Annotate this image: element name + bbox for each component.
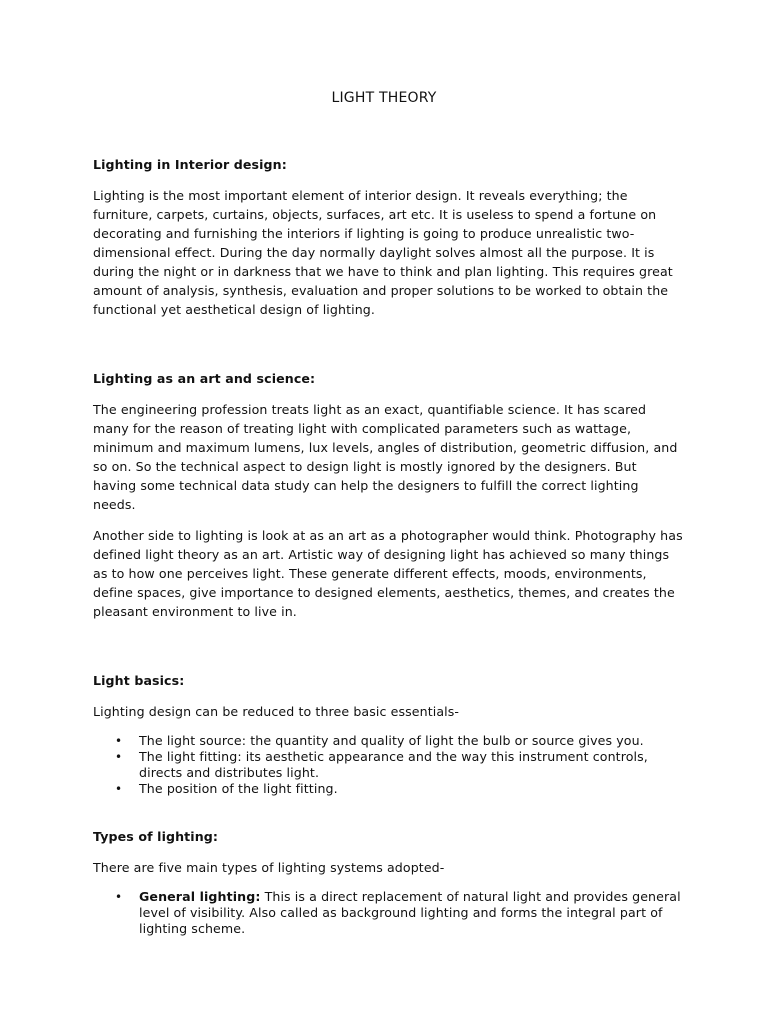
bullet-icon: •	[115, 890, 123, 904]
paragraph-art-and-science-2: Another side to lighting is look at as an art as a photographer would think. Photography has defined light theory as an art. Artistic way of designing light has achieved so many things as to how one perceives light. These generate different effects, moods, environments, define spaces, give importance to designed elements, aesthetics, themes, and creates the pleasant environment to live in.	[93, 528, 683, 619]
section-spacer	[93, 633, 683, 671]
bullet-icon: •	[115, 734, 123, 748]
section-spacer	[93, 809, 683, 827]
document-body	[93, 155, 683, 949]
document-title: LIGHT THEORY	[331, 90, 437, 106]
bullet-icon: •	[115, 750, 123, 764]
paragraph-art-and-science-1: The engineering profession treats light as an exact, quantifiable science. It has scared many for the reason of treating light with complicated parameters such as wattage, minimum and maximum lumens, lux levels, angles of distribution, geometric diffusion, and so on. So the technical aspect to design light is mostly ignored by the designers. But having some technical data study can help the designers to fulfill the correct lighting needs.	[93, 402, 678, 512]
list-item-text: This is a direct replacement of natural light and provides general level of visibility. Also called as background lighting and forms the integral part of lighting scheme.	[139, 889, 681, 936]
section-spacer	[93, 331, 683, 369]
paragraph-light-basics-intro: Lighting design can be reduced to three basic essentials-	[93, 704, 460, 719]
types-of-lighting-list	[93, 889, 683, 937]
heading-art-and-science: Lighting as an art and science:	[93, 371, 316, 386]
list-item	[93, 889, 683, 937]
list-item-text: The light fitting: its aesthetic appearance and the way this instrument controls, directs and distributes light.	[139, 749, 648, 780]
heading-light-basics: Light basics:	[93, 673, 185, 688]
list-item	[93, 749, 683, 781]
paragraph-interior-design: Lighting is the most important element of interior design. It reveals everything; the furniture, carpets, curtains, objects, surfaces, art etc. It is useless to spend a fortune on decorating and furnishing the interiors if lighting is going to produce unrealistic two-dimensional effect. During the day normally daylight solves almost all the purpose. It is during the night or in darkness that we have to think and plan lighting. This requires great amount of analysis, synthesis, evaluation and proper solutions to be worked to obtain the functional yet aesthetical design of lighting.	[93, 188, 673, 317]
list-item	[93, 733, 683, 749]
list-item-text: The light source: the quantity and quality of light the bulb or source gives you.	[139, 733, 644, 748]
heading-types-of-lighting: Types of lighting:	[93, 829, 219, 844]
list-item-text: The position of the light fitting.	[139, 781, 338, 796]
list-item-term: General lighting:	[139, 889, 261, 904]
heading-interior-design: Lighting in Interior design:	[93, 157, 287, 172]
light-basics-list	[93, 733, 683, 797]
paragraph-types-intro: There are five main types of lighting systems adopted-	[93, 860, 445, 875]
bullet-icon: •	[115, 782, 123, 796]
list-item	[93, 781, 683, 797]
